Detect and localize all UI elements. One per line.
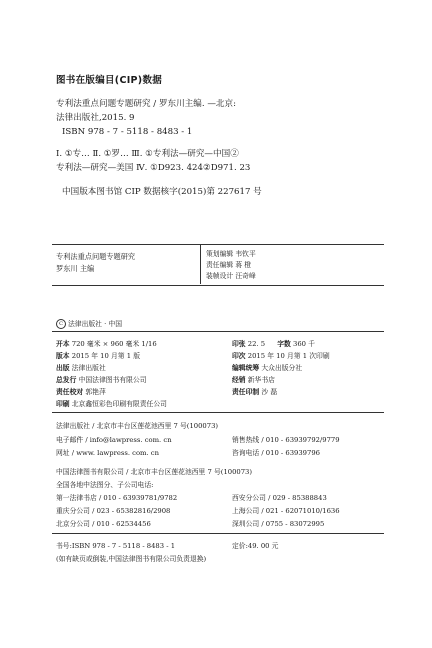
cip-class-2: 专利法—研究—美国 Ⅳ. ①D923. 424②D971. 23 (56, 163, 251, 173)
spec-format (56, 338, 157, 348)
box-designer: 装帧设计 汪奇峰 (206, 272, 256, 280)
contact-branch-1: 第一法律书店 / 010 - 63939781/9782 (56, 494, 178, 502)
cip-number: 中国版本图书馆 CIP 数据核字(2015)第 227617 号 (62, 187, 262, 197)
spec-print-resp-value: 沙 磊 (261, 388, 278, 396)
spec-proof-label: 责任校对 (56, 388, 84, 396)
spec-dept-value: 大众出版分社 (261, 364, 303, 372)
spec-sheets (232, 338, 315, 348)
spec-distributor-label: 总发行 (56, 376, 77, 384)
spec-publisher-value: 法律出版社 (71, 364, 106, 372)
footer-isbn: 书号:ISBN 978 - 7 - 5118 - 8483 - 1 (56, 542, 176, 550)
spec-dept-label: 编辑统筹 (232, 364, 260, 372)
spec-proof (56, 386, 106, 396)
spec-sheets-value: 22. 5 (247, 340, 266, 348)
spec-printer-value: 北京鑫恒彩色印刷有限责任公司 (71, 400, 167, 408)
spec-print-resp (232, 386, 277, 396)
cip-isbn: ISBN 978 - 7 - 5118 - 8483 - 1 (62, 127, 193, 137)
contact-inquiry: 咨询电话 / 010 - 63939796 (232, 449, 320, 457)
footer-note: (如有缺页或倒装,中国法律图书有限公司负责退换) (56, 555, 207, 563)
contact-branch-6: 深圳公司 / 0755 - 83072995 (232, 520, 325, 528)
cip-title: 图书在版编目(CIP)数据 (56, 75, 163, 86)
box-editor: 责任编辑 蒋 橙 (206, 261, 252, 269)
contact-branches-title: 全国各地中法图分、子公司电话: (56, 481, 154, 489)
contact-address: 法律出版社 / 北京市丰台区莲花池西里 7 号(100073) (56, 422, 219, 430)
spec-sales (232, 374, 275, 384)
box-author: 罗东川 主编 (56, 264, 95, 273)
spec-edition (56, 350, 140, 360)
spec-sales-label: 经销 (232, 376, 246, 384)
box-book-title: 专利法重点问题专题研究 (56, 252, 136, 261)
contact-company: 中国法律图书有限公司 / 北京市丰台区莲花池西里 7 号(100073) (56, 468, 253, 476)
contact-branch-4: 上海公司 / 021 - 62071010/1636 (232, 507, 340, 515)
spec-proof-value: 郭艳萍 (85, 388, 106, 396)
spec-sheets-label: 印张 (232, 340, 246, 348)
spec-printing-value: 2015 年 10 月第 1 次印刷 (247, 352, 330, 360)
spec-print-resp-label: 责任印制 (232, 388, 260, 396)
book-info-divider (200, 244, 201, 284)
cip-line-1: 专利法重点问题专题研究 / 罗东川主编. —北京: (56, 99, 236, 109)
spec-edition-label: 版本 (56, 352, 70, 360)
contact-email: 电子邮件 / info@lawpress. com. cn (56, 436, 172, 444)
spec-format-value: 720 毫米 × 960 毫米 1/16 (71, 340, 157, 348)
spec-edition-value: 2015 年 10 月第 1 版 (71, 352, 141, 360)
contact-branch-2: 西安分公司 / 029 - 85388843 (232, 494, 327, 502)
divider-top (52, 331, 384, 332)
contact-branch-3: 重庆分公司 / 023 - 65382816/2908 (56, 507, 171, 515)
divider-middle (52, 412, 384, 413)
spec-words-label: 字数 (277, 340, 291, 348)
spec-printer (56, 398, 167, 408)
copyright-icon: C (56, 319, 66, 329)
spec-words-value: 360 千 (293, 340, 315, 348)
contact-website: 网址 / www. lawpress. com. cn (56, 449, 159, 457)
divider-bottom (52, 533, 384, 534)
spec-format-label: 开本 (56, 340, 70, 348)
spec-distributor-value: 中国法律图书有限公司 (78, 376, 147, 384)
cip-line-2: 法律出版社,2015. 9 (56, 113, 135, 123)
spec-publisher (56, 362, 106, 372)
contact-branch-5: 北京分公司 / 010 - 62534456 (56, 520, 151, 528)
copyright-line (56, 318, 122, 329)
contact-sales-hotline: 销售热线 / 010 - 63939792/9779 (232, 436, 340, 444)
spec-dept (232, 362, 302, 372)
copyright-text: 法律出版社 · 中国 (68, 320, 123, 328)
box-planner: 策划编辑 韦钦平 (206, 250, 256, 258)
footer-price: 定价:49. 00 元 (232, 542, 279, 550)
spec-distributor (56, 374, 147, 384)
spec-printing (232, 350, 330, 360)
spec-printing-label: 印次 (232, 352, 246, 360)
cip-class-1: Ⅰ. ①专… Ⅱ. ①罗… Ⅲ. ①专利法—研究—中国② (56, 149, 239, 159)
spec-printer-label: 印刷 (56, 400, 70, 408)
spec-publisher-label: 出版 (56, 364, 70, 372)
spec-sales-value: 新华书店 (247, 376, 275, 384)
